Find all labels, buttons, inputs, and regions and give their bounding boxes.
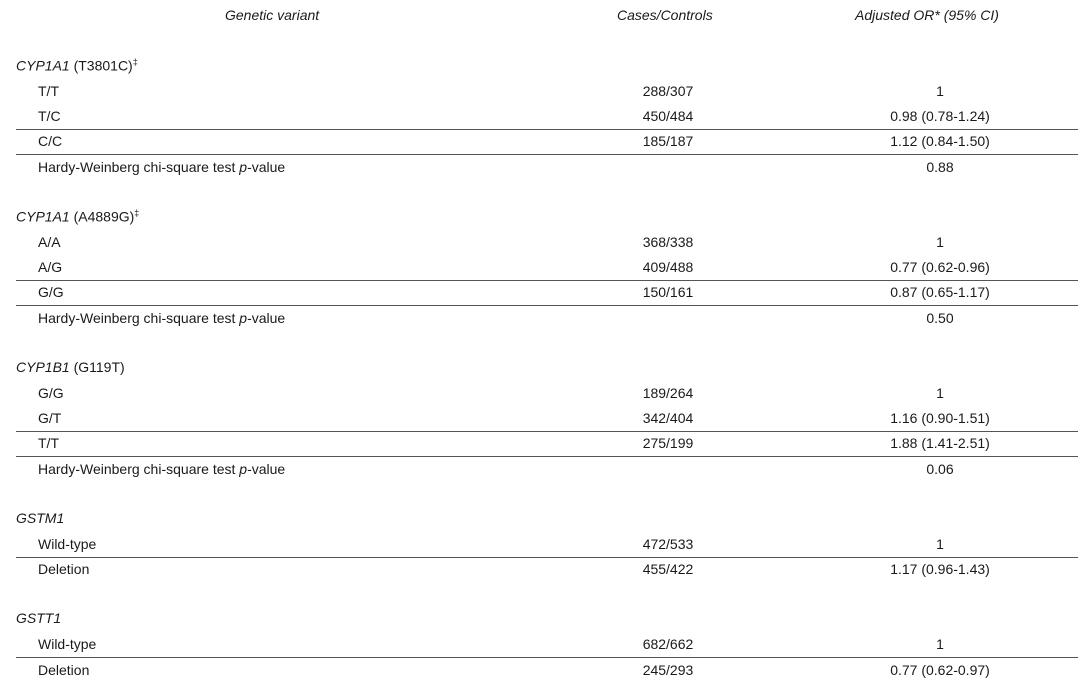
odds-ratio-value: 1 xyxy=(936,385,944,401)
table-row xyxy=(16,431,1078,457)
footnote-mark: ‡ xyxy=(134,208,140,218)
section-title xyxy=(16,57,138,74)
cases-controls-value: 409/488 xyxy=(642,259,694,275)
odds-ratio-value: 0.77 (0.62-0.96) xyxy=(890,259,990,275)
table-row xyxy=(16,406,1078,432)
hardy-weinberg-row xyxy=(16,306,1078,331)
hardy-weinberg-row xyxy=(16,155,1078,180)
odds-ratio-value: 1.88 (1.41-2.51) xyxy=(890,435,990,451)
genotype-label: C/C xyxy=(38,133,63,149)
p-value: 0.06 xyxy=(926,461,954,477)
genotype-label: A/G xyxy=(38,259,63,275)
cases-controls-value: 245/293 xyxy=(642,662,694,678)
cases-controls-value: 342/404 xyxy=(642,410,694,426)
footnote-mark: ‡ xyxy=(132,57,138,67)
genotype-label: T/T xyxy=(38,83,59,99)
cases-controls-value: 472/533 xyxy=(642,536,694,552)
odds-ratio-value: 0.77 (0.62-0.97) xyxy=(890,662,990,678)
table-row xyxy=(16,230,1078,255)
table-row xyxy=(16,104,1078,130)
odds-ratio-value: 1 xyxy=(936,83,944,99)
cases-controls-value: 455/422 xyxy=(642,561,694,577)
genotype-label: Deletion xyxy=(38,561,90,577)
odds-ratio-value: 1 xyxy=(936,234,944,250)
gene-name: CYP1A1 xyxy=(16,57,70,74)
odds-ratio-value: 1 xyxy=(936,636,944,652)
table-row xyxy=(16,280,1078,306)
hardy-weinberg-label: Hardy-Weinberg chi-square test p-value xyxy=(38,310,286,326)
genotype-label: Wild-type xyxy=(38,636,97,652)
odds-ratio-value: 0.98 (0.78-1.24) xyxy=(890,108,990,124)
odds-ratio-value: 1.12 (0.84-1.50) xyxy=(890,133,990,149)
column-header-cases-controls: Cases/Controls xyxy=(617,7,713,23)
variant-detail: (T3801C) xyxy=(69,57,133,74)
cases-controls-value: 150/161 xyxy=(642,284,694,300)
odds-ratio-value: 1.16 (0.90-1.51) xyxy=(890,410,990,426)
odds-ratio-value: 1.17 (0.96-1.43) xyxy=(890,561,990,577)
table-row xyxy=(16,129,1078,155)
table-row xyxy=(16,79,1078,104)
odds-ratio-value: 1 xyxy=(936,536,944,552)
variant-detail: (A4889G) xyxy=(69,208,135,225)
table-row xyxy=(16,255,1078,281)
genotype-label: G/G xyxy=(38,385,64,401)
cases-controls-value: 288/307 xyxy=(642,83,694,99)
column-header-variant: Genetic variant xyxy=(225,7,320,23)
genotype-label: G/G xyxy=(38,284,64,300)
hardy-weinberg-label: Hardy-Weinberg chi-square test p-value xyxy=(38,461,286,477)
cases-controls-value: 275/199 xyxy=(642,435,694,451)
gene-name: CYP1A1 xyxy=(16,208,70,225)
hardy-weinberg-row xyxy=(16,457,1078,482)
section-title xyxy=(16,359,125,375)
cases-controls-value: 450/484 xyxy=(642,108,694,124)
genotype-label: G/T xyxy=(38,410,62,426)
gene-name: GSTM1 xyxy=(16,510,65,526)
table-row xyxy=(16,658,1078,683)
p-value: 0.50 xyxy=(926,310,954,326)
table-row xyxy=(16,632,1078,658)
genotype-label: Deletion xyxy=(38,662,90,678)
hardy-weinberg-label: Hardy-Weinberg chi-square test p-value xyxy=(38,159,286,175)
cases-controls-value: 368/338 xyxy=(642,234,694,250)
table-row xyxy=(16,557,1078,582)
column-header-adjusted-or: Adjusted OR* (95% CI) xyxy=(855,7,999,23)
table-row xyxy=(16,532,1078,558)
cases-controls-value: 189/264 xyxy=(642,385,694,401)
p-value: 0.88 xyxy=(926,159,954,175)
genotype-label: T/C xyxy=(38,108,61,124)
variant-detail: (G119T) xyxy=(69,359,125,375)
genotype-label: T/T xyxy=(38,435,59,451)
cases-controls-value: 185/187 xyxy=(642,133,694,149)
table-row xyxy=(16,381,1078,406)
cases-controls-value: 682/662 xyxy=(642,636,694,652)
section-title xyxy=(16,610,61,626)
genotype-label: A/A xyxy=(38,234,61,250)
odds-ratio-value: 0.87 (0.65-1.17) xyxy=(890,284,990,300)
gene-name: GSTT1 xyxy=(16,610,62,626)
genotype-label: Wild-type xyxy=(38,536,97,552)
section-title xyxy=(16,510,64,526)
section-title xyxy=(16,208,139,225)
gene-name: CYP1B1 xyxy=(16,359,70,375)
